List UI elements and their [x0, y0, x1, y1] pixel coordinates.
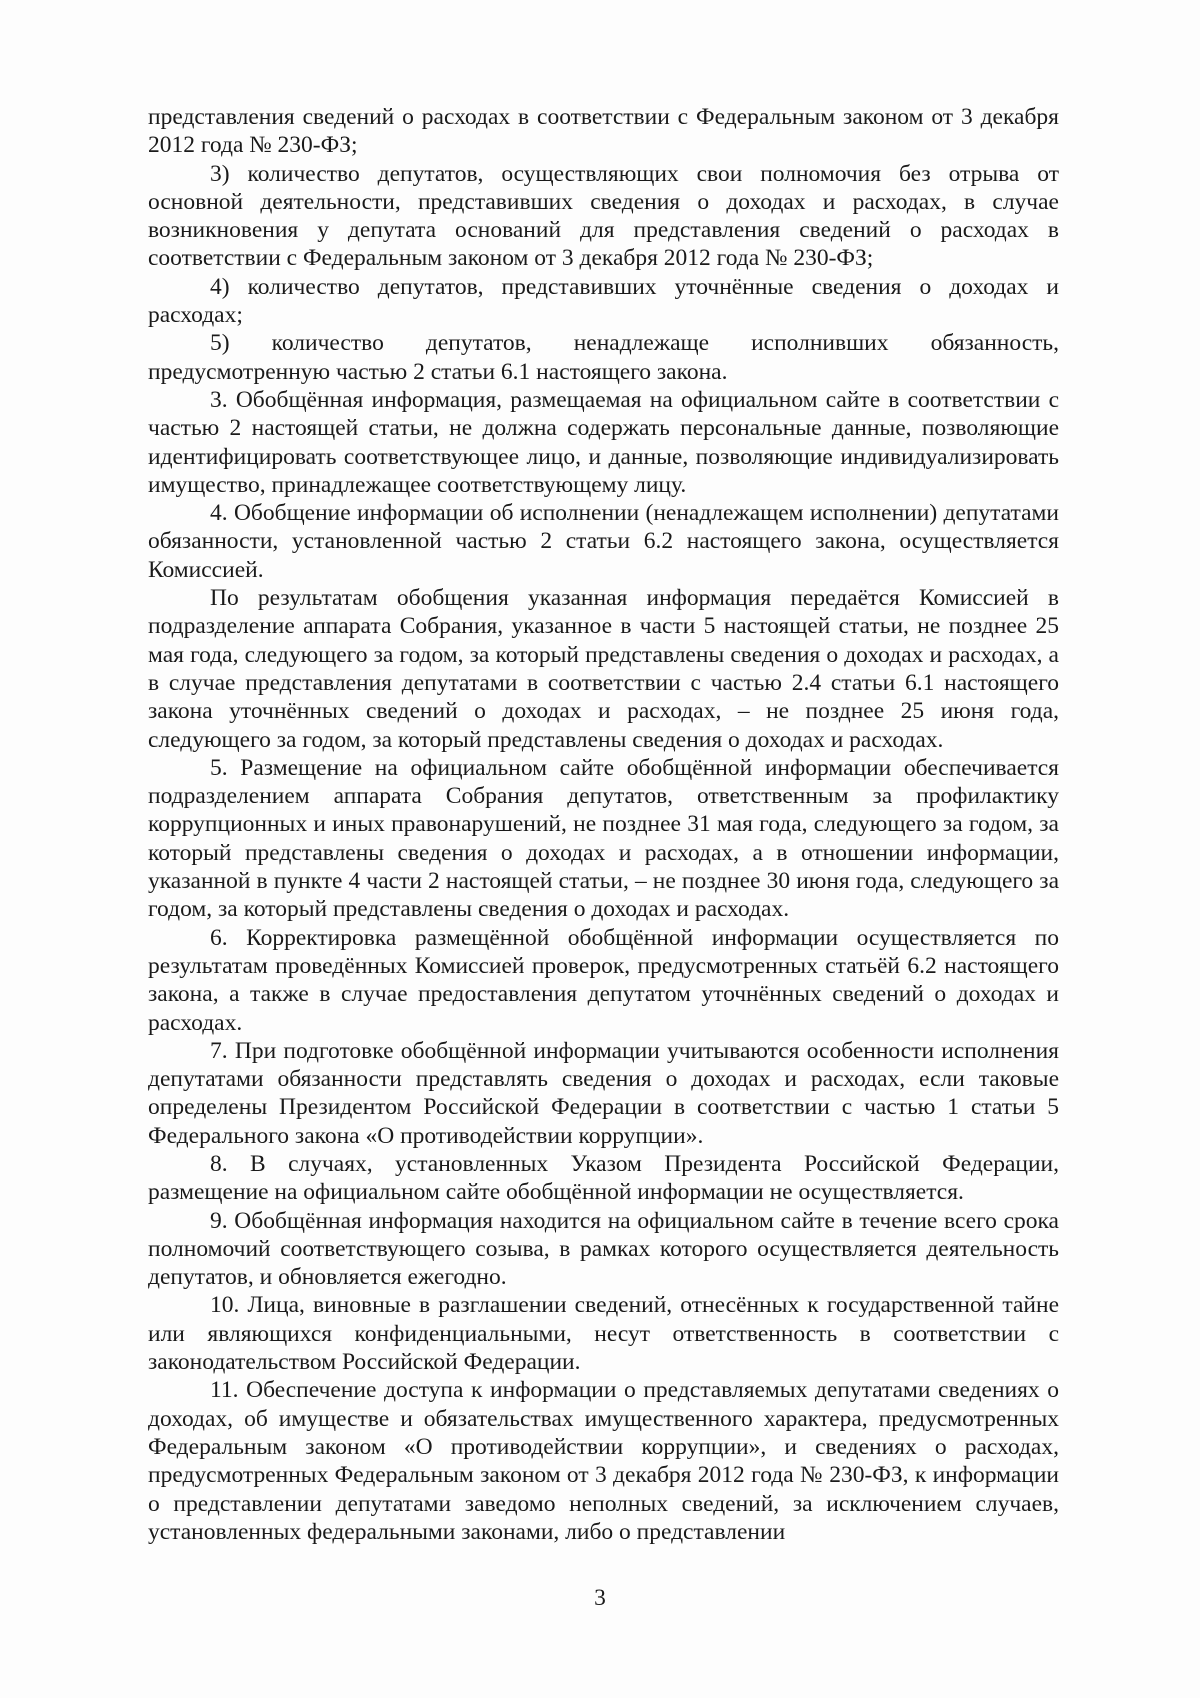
paragraph-continuation: представления сведений о расходах в соответствии с Федеральным законом от 3 декабря 2012 года № 230-ФЗ;: [148, 104, 1059, 159]
paragraph-item-4: 4) количество депутатов, представивших уточнённые сведения о доходах и расходах;: [148, 273, 1059, 329]
paragraph-part-3: 3. Обобщённая информация, размещаемая на официальном сайте в соответствии с частью 2 настоящей статьи, не должна содержать персональные данные, позволяющие идентифицировать соответствующее лицо, и данные, позволяющие индивидуализировать имущество, принадлежащее соответствующему лицу.: [148, 386, 1059, 498]
paragraph-part-5: 5. Размещение на официальном сайте обобщённой информации обеспечивается подразделением аппарата Собрания депутатов, ответственным за профилактику коррупционных и иных правонарушений, не позднее 31 мая года, следующего за годом, за который представлены сведения о доходах и расходах, а в отношении информации, указанной в пункте 4 части 2 настоящей статьи, – не позднее 30 июня года, следующего за годом, за который представлены сведения о доходах и расходах.: [148, 754, 1059, 923]
paragraph-part-4-results: По результатам обобщения указанная информация передаётся Комиссией в подразделение аппарата Собрания, указанное в части 5 настоящей статьи, не позднее 25 мая года, следующего за годом, за который представлены сведения о доходах и расходах, а в случае представления депутатами в соответствии с частью 2.4 статьи 6.1 настоящего закона уточнённых сведений о доходах и расходах, – не позднее 25 июня года, следующего за годом, за который представлены сведения о доходах и расходах.: [148, 585, 1059, 753]
paragraph-part-10: 10. Лица, виновные в разглашении сведений, отнесённых к государственной тайне или являющихся конфиденциальными, несут ответственность в соответствии с законодательством Российской Федерации.: [148, 1292, 1059, 1376]
paragraph-part-9: 9. Обобщённая информация находится на официальном сайте в течение всего срока полномочий соответствующего созыва, в рамках которого осуществляется деятельность депутатов, и обновляется ежегодно.: [148, 1207, 1059, 1291]
page-number: 3: [594, 1585, 606, 1611]
paragraph-item-5: 5) количество депутатов, ненадлежаще исполнивших обязанность, предусмотренную частью 2 статьи 6.1 настоящего закона.: [148, 330, 1059, 385]
paragraph-part-4: 4. Обобщение информации об исполнении (ненадлежащем исполнении) депутатами обязанности, установленной частью 2 статьи 6.2 настоящего закона, осуществляется Комиссией.: [148, 500, 1059, 583]
document-body: [148, 103, 1059, 1546]
paragraph-part-11: 11. Обеспечение доступа к информации о представляемых депутатами сведениях о доходах, об имуществе и обязательствах имущественного характера, предусмотренных Федеральным законом «О противодействии коррупции», и сведениях о расходах, предусмотренных Федеральным законом от 3 декабря 2012 года № 230-ФЗ, к информации о представлении депутатами заведомо неполных сведений, за исключением случаев, установленных федеральными законами, либо о представлении: [148, 1377, 1059, 1545]
paragraph-part-8: 8. В случаях, установленных Указом Президента Российской Федерации, размещение на официальном сайте обобщённой информации не осуществляется.: [148, 1150, 1059, 1206]
paragraph-part-6: 6. Корректировка размещённой обобщённой информации осуществляется по результатам проведённых Комиссией проверок, предусмотренных статьёй 6.2 настоящего закона, а также в случае предоставления депутатом уточнённых сведений о доходах и расходах.: [148, 924, 1059, 1036]
paragraph-item-3: 3) количество депутатов, осуществляющих свои полномочия без отрыва от основной деятельности, представивших сведения о доходах и расходах, в случае возникновения у депутата оснований для представления сведений о расходах в соответствии с Федеральным законом от 3 декабря 2012 года № 230-ФЗ;: [148, 160, 1059, 272]
paragraph-part-7: 7. При подготовке обобщённой информации учитываются особенности исполнения депутатами обязанности представлять сведения о доходах и расходах, если таковые определены Президентом Российской Федерации в соответствии с частью 1 статьи 5 Федерального закона «О противодействии коррупции».: [148, 1037, 1059, 1149]
